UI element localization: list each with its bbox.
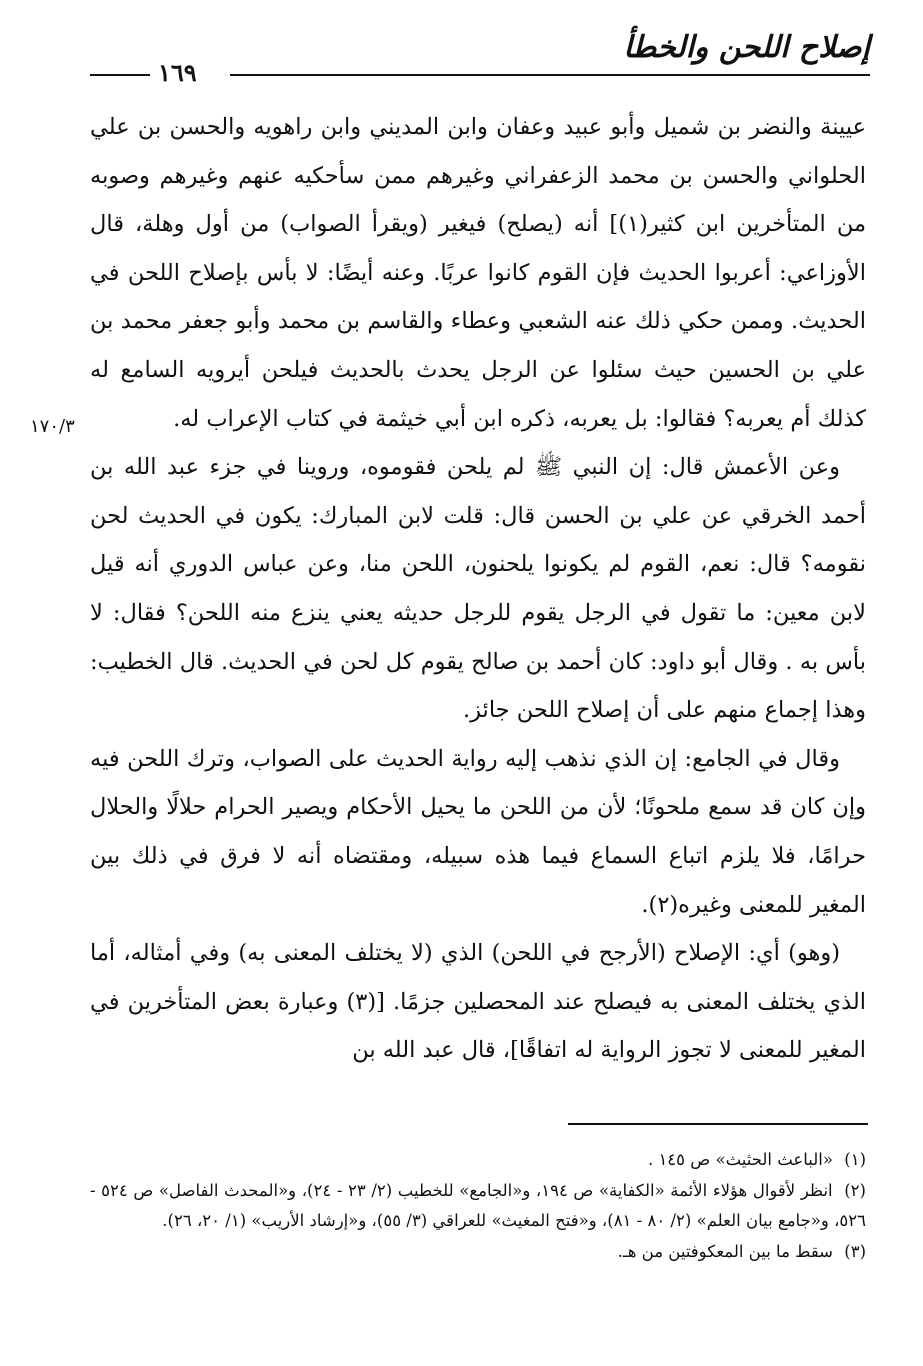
page-number: ١٦٩: [158, 58, 197, 87]
footnote: [90, 1237, 866, 1268]
footnote-separator: [568, 1123, 868, 1125]
footnote-text: «الباعث الحثيث» ص ١٤٥ .: [647, 1150, 833, 1169]
footnotes: [90, 1145, 866, 1267]
main-text: [90, 103, 866, 1075]
footnote-text: سقط ما بين المعكوفتين من هـ.: [617, 1241, 833, 1261]
paragraph: وقال في الجامع: إن الذي نذهب إليه رواية الحديث على الصواب، وترك اللحن فيه وإن كان قد سمع ملحونًا؛ لأن من اللحن ما يحيل الأحكام ويصير الحرام حلالًا والحلال حرامًا، فلا يلزم اتباع السماع فيما هذه سبيله، ومقتضاه أنه لا فرق في ذلك بين المغير للمعنى وغيره(٢).: [90, 745, 866, 918]
page-header: [90, 30, 870, 90]
running-title: إصلاح اللحن والخطأ: [623, 30, 870, 65]
footnote: [90, 1145, 866, 1176]
footnote-number: (٢): [844, 1180, 866, 1200]
footnote-number: (١): [844, 1150, 866, 1169]
footnote-text: انظر لأقوال هؤلاء الأئمة «الكفاية» ص ١٩٤، و«الجامع» للخطيب (٢/ ٢٣ - ٢٤)، و«المحدث الفاصل» ص ٥٢٤ - ٥٢٦، و«جامع بيان العلم» (٢/ ٨٠ - ٨١)، و«فتح المغيث» للعراقي (٣/ ٥٥)، و«إرشاد الأريب» (١/ ٢٠، ٢٦).: [90, 1180, 866, 1230]
paragraph: (وهو) أي: الإصلاح (الأرجح في اللحن) الذي (لا يختلف المعنى به) وفي أمثاله، أما الذي يختلف المعنى به فيصلح عند المحصلين جزمًا. [(٣) وعبارة بعض المتأخرين في المغير للمعنى لا تجوز الرواية له اتفاقًا]، قال عبد الله بن: [90, 940, 866, 1064]
footnote-number: (٣): [844, 1241, 866, 1261]
header-rule-right: [230, 74, 870, 76]
paragraph: عيينة والنضر بن شميل وأبو عبيد وعفان وابن المديني وابن راهويه والحسن بن علي الحلواني والحسن بن محمد الزعفراني وغيرهم ممن سأحكيه عنهم وغيرهم وصوبه من المتأخرين ابن كثير(١)] أنه (يصلح) فيغير (ويقرأ الصواب) من أول وهلة، قال الأوزاعي: أعربوا الحديث فإن القوم كانوا عربًا. وعنه أيضًا: لا بأس بإصلاح اللحن في الحديث. وممن حكي ذلك عنه الشعبي وعطاء والقاسم بن محمد وأبو جعفر محمد بن علي بن الحسين حيث سئلوا عن الرجل يحدث بالحديث فيلحن أيرويه السامع له كذلك أم يعربه؟ فقالوا: بل يعربه، ذكره ابن أبي خيثمة في كتاب الإعراب له.: [90, 114, 866, 432]
header-rule-left: [90, 74, 150, 76]
margin-reference: ١٧٠/٣: [30, 416, 75, 437]
paragraph: وعن الأعمش قال: إن النبي ﷺ لم يلحن فقوموه، وروينا في جزء عبد الله بن أحمد الخرقي عن علي بن الحسن قال: قلت لابن المبارك: يكون في الحديث لحن نقومه؟ قال: نعم، القوم لم يكونوا يلحنون، اللحن منا، وعن عباس الدوري أنه قيل لابن معين: ما تقول في الرجل يقوم للرجل حديثه يعني ينزع منه اللحن؟ فقال: لا بأس به . وقال أبو داود: كان أحمد بن صالح يقوم كل لحن في الحديث. قال الخطيب: وهذا إجماع منهم على أن إصلاح اللحن جائز.: [90, 454, 866, 724]
footnote: [90, 1176, 866, 1237]
